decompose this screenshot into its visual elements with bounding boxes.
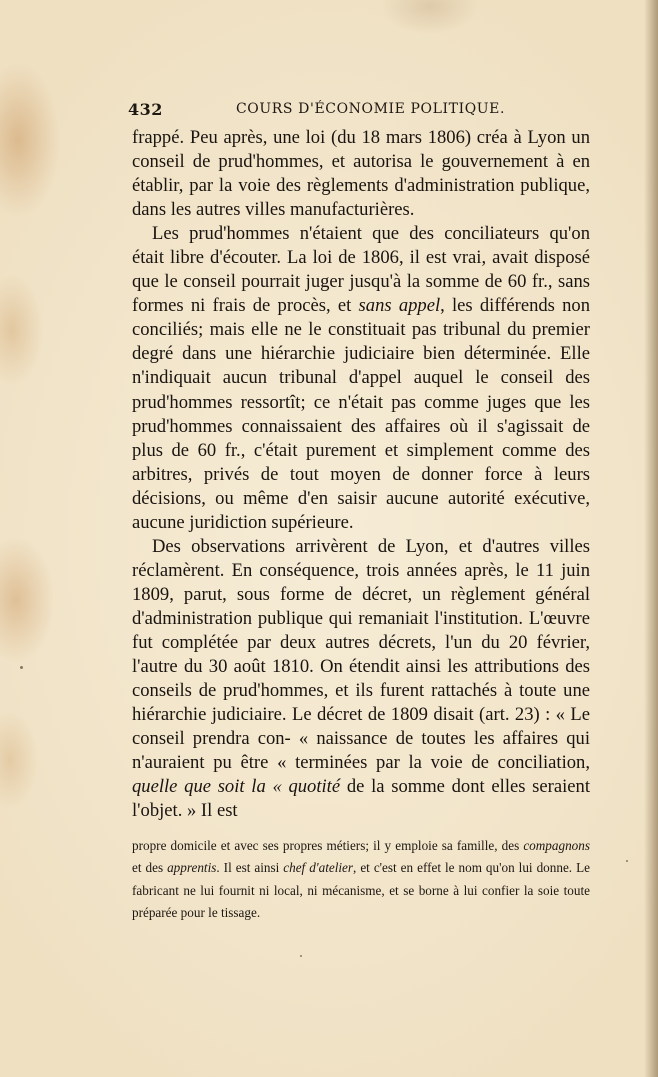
paragraph-2-text-c: , les différends non conciliés; mais elle ne le constituait pas tribunal du premier degré dans une hiérarchie judiciaire bien déterminée. Elle n'indiquait aucun tribunal d'appel auquel le conseil des prud'hommes ressortît; ce n'était pas comme juges que les prud'hommes connaissaient des affaires où il s'agissait de plus de 60 fr., c'était purement et simplement comme des arbitres, privés de tout moyen de donner force à leurs décisions, ou même d'en saisir aucune autorité exécutive, aucune juridiction supérieure. xyxy=(132,295,591,533)
paragraph-2 xyxy=(132,222,590,535)
main-text xyxy=(132,126,590,823)
page-header xyxy=(128,100,596,124)
paragraph-2-italic: sans appel xyxy=(358,295,441,317)
paragraph-3-text-a: Des observations arrivèrent de Lyon, et d'autres villes réclamèrent. En conséquence, trois années après, le 11 juin 1809, parut, sous forme de décret, un règlement général d'administration publique qui remaniait l'institution. L'œuvre fut complétée par deux autres décrets, l'un du 20 février, l'autre du 30 août 1810. On étendit ainsi les attributions des conseils de prud'hommes, et ils furent rattachés à toute une hiérarchie judiciaire. Le décret de 1809 disait (art. 23) : « Le conseil prendra con- « naissance de toutes les affaires qui n'auraient pu être « terminées par la voie de conciliation, xyxy=(132,535,590,774)
footnote-italic-chef-atelier: chef d'atelier xyxy=(283,860,354,876)
page-edge-shadow xyxy=(644,0,658,1077)
footnote-italic-compagnons: compagnons xyxy=(523,838,590,853)
paper-speck xyxy=(300,955,302,957)
paragraph-3-text-c: de la somme dont elles seraient l'objet. » Il est xyxy=(132,776,590,822)
footnote-text-a: propre domicile et avec ses propres métiers; il y emploie sa famille, des xyxy=(132,838,524,853)
running-title: COURS D'ÉCONOMIE POLITIQUE. xyxy=(236,101,506,117)
paper-speck xyxy=(20,666,23,669)
paragraph-1: frappé. Peu après, une loi (du 18 mars 1806) créa à Lyon un conseil de prud'hommes, et autorisa le gouvernement à en établir, par la voie des règlements d'administration publique, dans les autres villes manufacturières. xyxy=(132,127,590,221)
page-number: 432 xyxy=(128,100,163,119)
paragraph-3-italic: quelle que soit la « quotité xyxy=(132,776,341,798)
footnote-text-c: et des xyxy=(132,860,168,876)
paragraph-2-text-a: Les prud'hommes n'étaient que des conciliateurs qu'on était libre d'écouter. La loi de 1806, il est vrai, avait disposé que le conseil pourrait juger jusqu'à la somme de 60 fr., sans formes ni frais de procès, et xyxy=(132,223,590,317)
footnote-italic-apprentis: apprentis xyxy=(167,860,217,876)
paper-speck xyxy=(626,860,628,862)
paragraph-3 xyxy=(132,535,590,824)
footnote-paragraph xyxy=(132,835,590,924)
footnote-text-g: , et c'est en effet le nom qu'on lui donne. Le fabricant ne lui fournit ni local, ni mécanisme, et se borne à lui confier la soie toute préparée pour le tissage. xyxy=(132,860,590,920)
footnote-text-e: . Il est ainsi xyxy=(216,860,284,876)
footnote xyxy=(132,835,590,924)
